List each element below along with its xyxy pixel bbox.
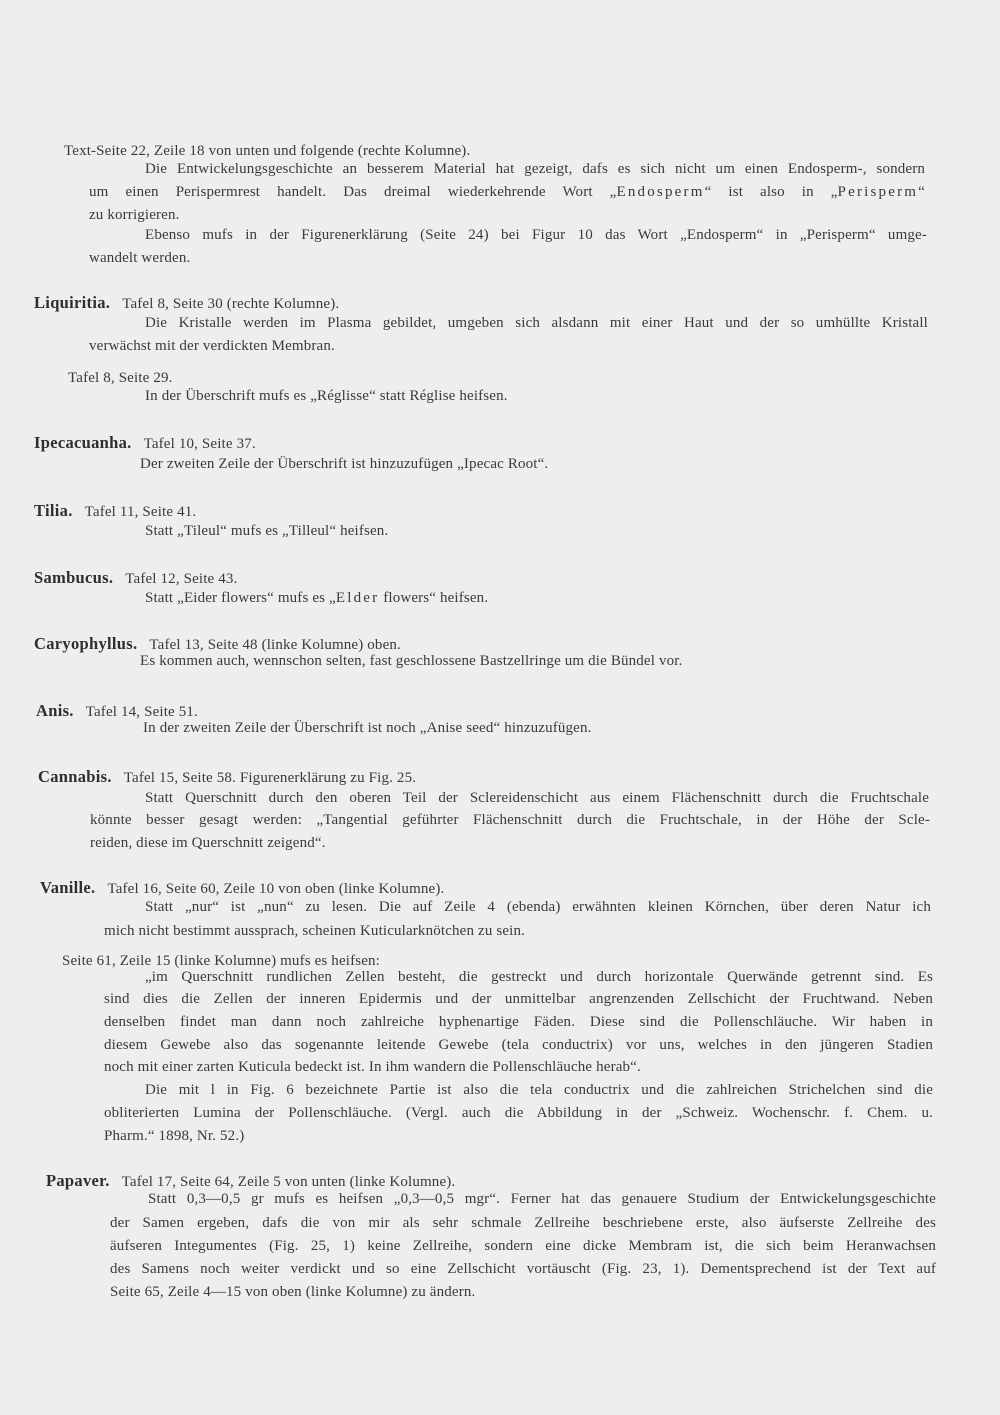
spaced-word-perisperm: Perisperm: [837, 184, 919, 200]
sambucus-fragment: flowers“ heifsen.: [379, 590, 489, 606]
section-heading: Cannabis.: [38, 767, 112, 786]
ipecacuanha-line: Der zweiten Zeile der Überschrift ist hinzuzufügen „Ipecac Root“.: [140, 456, 549, 472]
text-seite-fragment: um einen Perispermrest handelt. Das dreimal wiederkehrende Wort „: [89, 184, 617, 200]
table-reference: Tafel 10, Seite 37.: [143, 436, 256, 452]
vanille-entry-header: [40, 879, 444, 898]
section-heading: Tilia.: [34, 501, 73, 520]
text-seite-line: zu korrigieren.: [89, 207, 180, 223]
papaver-line: des Samens noch weiter verdickt und so eine Zellschicht vortäuscht (Fig. 23, 1). Dementsprechend ist der Text auf: [110, 1261, 936, 1277]
text-seite-line: [89, 183, 925, 201]
sambucus-fragment: Statt „Eider flowers“ mufs es „: [145, 590, 336, 606]
tilia-entry-header: [34, 502, 196, 521]
liquiritia-reference: Tafel 8, Seite 29.: [68, 370, 173, 386]
text-seite-line: Die Entwickelungsgeschichte an besserem Material hat gezeigt, dafs es sich nicht um einen Endosperm-, sondern: [145, 161, 925, 177]
papaver-line: Seite 65, Zeile 4—15 von oben (linke Kolumne) zu ändern.: [110, 1284, 476, 1300]
vanille-quote-line: „im Querschnitt rundlichen Zellen besteht, die gestreckt und durch horizontale Querwände getrennt sind. Es: [145, 969, 933, 985]
text-seite-line: wandelt werden.: [89, 250, 191, 266]
text-seite-fragment: “ ist also in „: [704, 184, 838, 200]
sambucus-entry-header: [34, 569, 237, 588]
table-reference: Tafel 11, Seite 41.: [84, 504, 197, 520]
cannabis-line: könnte besser gesagt werden: „Tangential geführter Flächenschnitt durch die Fruchtschale, in der Höhe der Scle-: [90, 812, 930, 828]
vanille-line: Die mit l in Fig. 6 bezeichnete Partie ist also die tela conductrix und die zahlreichen Strichelchen sind die: [145, 1082, 933, 1098]
sambucus-line: [145, 589, 488, 607]
liquiritia-line: verwächst mit der verdickten Membran.: [89, 338, 335, 354]
text-seite-fragment: “: [918, 184, 925, 200]
vanille-quote-line: denselben findet man dann noch zahlreiche hyphenartige Fäden. Diese sind die Pollenschläuche. Wir haben in: [104, 1014, 933, 1030]
table-reference: Tafel 14, Seite 51.: [85, 704, 198, 720]
papaver-line: Statt 0,3—0,5 gr mufs es heifsen „0,3—0,5 mgr“. Ferner hat das genauere Studium der Entwickelungsgeschichte: [148, 1191, 936, 1207]
papaver-line: der Samen ergeben, dafs die von mir als sehr schmale Zellreihe beschriebene erste, also äufserste Zellreihe des: [110, 1215, 936, 1231]
vanille-line: Pharm.“ 1898, Nr. 52.): [104, 1128, 245, 1144]
section-heading: Vanille.: [40, 878, 96, 897]
section-heading: Papaver.: [46, 1171, 110, 1190]
table-reference: Tafel 12, Seite 43.: [125, 571, 238, 587]
vanille-reference: Seite 61, Zeile 15 (linke Kolumne) mufs es heifsen:: [62, 953, 380, 969]
spaced-word-elder: Elder: [335, 590, 380, 606]
vanille-line: Statt „nur“ ist „nun“ zu lesen. Die auf Zeile 4 (ebenda) erwähnten kleinen Körnchen, über deren Natur ich: [145, 899, 931, 915]
cannabis-line: Statt Querschnitt durch den oberen Teil der Sclereidenschicht aus einem Flächenschnitt durch die Fruchtschale: [145, 790, 929, 806]
table-reference: Tafel 17, Seite 64, Zeile 5 von unten (linke Kolumne).: [121, 1174, 456, 1190]
text-seite-line: Ebenso mufs in der Figurenerklärung (Seite 24) bei Figur 10 das Wort „Endosperm“ in „Perisperm“ umge-: [145, 227, 927, 243]
section-heading: Liquiritia.: [34, 293, 111, 312]
papaver-entry-header: [46, 1172, 455, 1191]
vanille-quote-line: noch mit einer zarten Kuticula bedeckt ist. In ihm wandern die Pollenschläuche herab“.: [104, 1059, 641, 1075]
vanille-line: obliterierten Lumina der Pollenschläuche. (Vergl. auch die Abbildung in der „Schweiz. Wochenschr. f. Chem. u.: [104, 1105, 933, 1121]
table-reference: Tafel 13, Seite 48 (linke Kolumne) oben.: [149, 637, 401, 653]
cannabis-line: reiden, diese im Querschnitt zeigend“.: [90, 835, 326, 851]
vanille-line: mich nicht bestimmt aussprach, scheinen Kuticularknötchen zu sein.: [104, 923, 526, 939]
cannabis-entry-header: [38, 768, 416, 787]
text-seite-reference: Text-Seite 22, Zeile 18 von unten und folgende (rechte Kolumne).: [64, 143, 471, 159]
vanille-quote-line: diesem Gewebe also das sogenannte leitende Gewebe (tela conductrix) vor uns, welches in den jüngeren Stadien: [104, 1037, 933, 1053]
table-reference: Tafel 15, Seite 58. Figurenerklärung zu Fig. 25.: [123, 770, 417, 786]
spaced-word-endosperm: Endosperm: [616, 184, 705, 200]
ipecacuanha-entry-header: [34, 434, 256, 453]
papaver-line: äufseren Integumentes (Fig. 25, 1) keine Zellreihe, sondern eine dicke Membram ist, die sich beim Heranwachsen: [110, 1238, 936, 1254]
table-reference: Tafel 16, Seite 60, Zeile 10 von oben (linke Kolumne).: [107, 881, 445, 897]
table-reference: Tafel 8, Seite 30 (rechte Kolumne).: [122, 296, 340, 312]
liquiritia-line: Die Kristalle werden im Plasma gebildet, umgeben sich alsdann mit einer Haut und der so umhüllte Kristall: [145, 315, 928, 331]
section-heading: Ipecacuanha.: [34, 433, 132, 452]
caryophyllus-line: Es kommen auch, wennschon selten, fast geschlossene Bastzellringe um die Bündel vor.: [140, 653, 683, 669]
anis-line: In der zweiten Zeile der Überschrift ist noch „Anise seed“ hinzuzufügen.: [143, 720, 592, 736]
tilia-line: Statt „Tileul“ mufs es „Tilleul“ heifsen.: [145, 523, 389, 539]
section-heading: Sambucus.: [34, 568, 114, 587]
liquiritia-line: In der Überschrift mufs es „Réglisse“ statt Réglise heifsen.: [145, 388, 508, 404]
section-heading: Anis.: [36, 701, 74, 720]
section-heading: Caryophyllus.: [34, 634, 138, 653]
liquiritia-entry-header: [34, 294, 339, 313]
vanille-quote-line: sind dies die Zellen der inneren Epidermis und der unmittelbar angrenzenden Zellschicht der Fruchtwand. Neben: [104, 991, 933, 1007]
